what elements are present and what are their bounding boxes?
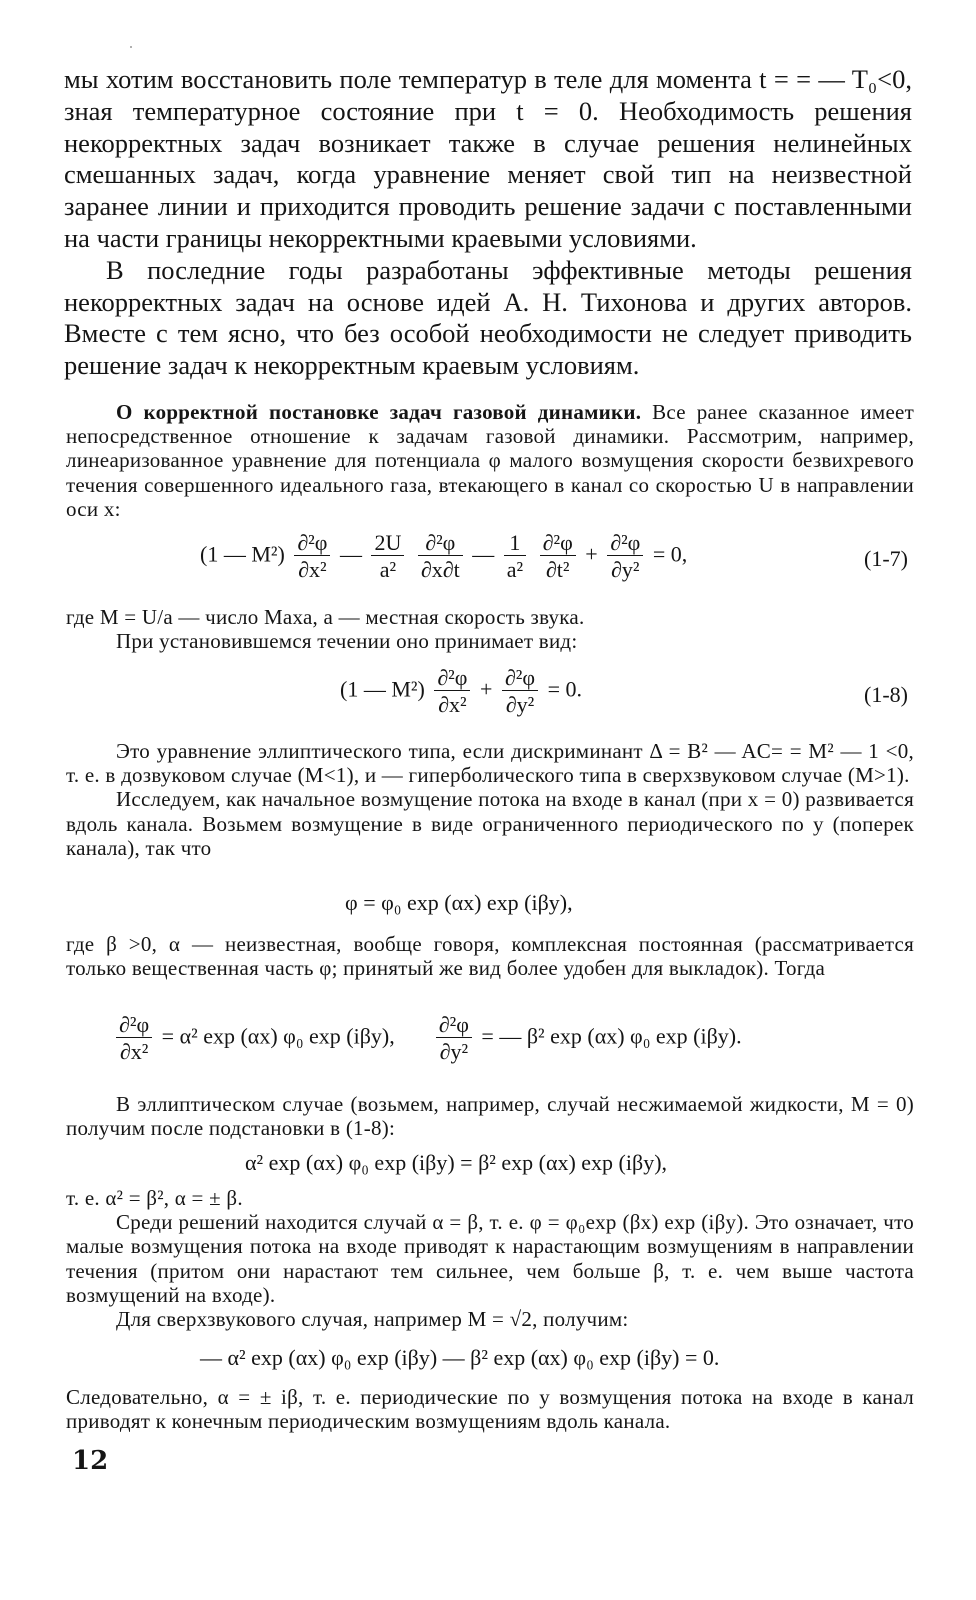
- equation-derivatives: [112, 1012, 742, 1065]
- eq-lead: (1 — M²): [340, 676, 425, 702]
- section-text-5: [66, 1092, 914, 1140]
- paragraph-10: т. е. α² = β², α = ± β.: [66, 1186, 243, 1210]
- paragraph-7: Исследуем, как начальное возмущение потока на входе в канал (при x = 0) развивается вдоль канала. Возьмем возмущение в виде ограниченного периодического по y (поперек канала), так что: [66, 787, 914, 860]
- equation-supersonic: — α² exp (αx) φ₀ exp (iβy) — β² exp (αx) φ₀ exp (iβy) = 0.: [200, 1345, 720, 1370]
- fraction: $\frac{\text{∂²φ}}{\text{∂x²}}$: [434, 665, 470, 718]
- section-text-3: [66, 739, 914, 860]
- paragraph-13: Следовательно, α = ± iβ, т. е. периодические по y возмущения потока на входе в канал приводят к конечным периодическим возмущениям вдоль канала.: [66, 1385, 914, 1434]
- fraction: $\frac{\text{∂²φ}}{\text{∂y²}}$: [436, 1012, 472, 1065]
- paragraph-3: [66, 400, 914, 521]
- operator: +: [585, 541, 598, 567]
- equation-1-7: [200, 530, 687, 583]
- operator: —: [472, 541, 495, 567]
- section-text-7: [66, 1385, 914, 1433]
- eq-rhs-2: = — β² exp (αx) φ₀ exp (iβy).: [481, 1023, 742, 1049]
- fraction: $\frac{\text{∂²φ}}{\partial x\partial t}$: [418, 530, 463, 583]
- fraction: $\frac{\text{∂²φ}}{\text{∂x²}}$: [116, 1012, 152, 1065]
- paragraph-12: Для сверхзвукового случая, например M = √2, получим:: [116, 1307, 629, 1332]
- fraction: $\frac{\text{∂²φ}}{\text{∂x²}}$: [294, 530, 330, 583]
- paragraph-3-text: Все ранее сказанное имеет непосредственное отношение к задачам газовой динамики. Рассмотрим, например, линеаризованное уравнение для потенциала φ малого возмущения скорости безвихревого течения совершенного идеального газа, втекающего в канал со скоростью U в направлении оси x:: [66, 400, 915, 521]
- equation-1-8: [340, 665, 582, 718]
- print-speck: [130, 46, 132, 48]
- eq-tail: = 0,: [652, 541, 688, 567]
- paragraph-5: При установившемся течении оно принимает вид:: [116, 629, 578, 654]
- section-text-4: [66, 932, 914, 980]
- fraction: $\frac{\text{∂²φ}}{\text{∂y²}}$: [502, 665, 538, 718]
- paragraph-9: В эллиптическом случае (возьмем, например, случай несжимаемой жидкости, M = 0) получим после подстановки в (1-8):: [66, 1092, 914, 1141]
- section-text-2: [66, 605, 914, 653]
- fraction: $\frac{2U}{\text{a²}}$: [371, 530, 404, 583]
- paragraph-1: мы хотим восстановить поле температур в теле для момента t = = — T₀<0, зная температурное состояние при t = 0. Необходимость решения некорректных задач возникает также в случае решения нелинейных смешанных задач, когда уравнение меняет свой тип на неизвестной заранее линии и приходится проводить решение задачи с поставленными на части границы некорректными краевыми условиями.: [64, 64, 912, 253]
- fraction: $\frac{\text{∂²φ}}{\text{∂t²}}$: [540, 530, 576, 583]
- section-heading: О корректной постановке задач газовой динамики.: [116, 400, 642, 424]
- eq-tail: = 0.: [547, 676, 582, 702]
- operator: +: [479, 676, 493, 702]
- section-text-6: [66, 1186, 914, 1331]
- eq-lead: (1 — M²): [200, 541, 285, 567]
- equation-number-1-8: (1-8): [864, 682, 908, 707]
- fraction: $\frac{\text{∂²φ}}{\text{∂y²}}$: [607, 530, 643, 583]
- section-text-1: [66, 400, 914, 521]
- paragraph-2: В последние годы разработаны эффективные методы решения некорректных задач на основе идей А. Н. Тихонова и других авторов. Вместе с тем ясно, что без особой необходимости не следует приводить решение задач к некорректным краевым условиям.: [64, 254, 912, 381]
- page-number: 12: [72, 1446, 109, 1476]
- equation-number-1-7: (1-7): [864, 546, 908, 571]
- paragraph-11: Среди решений находится случай α = β, т. е. φ = φ₀exp (βx) exp (iβy). Это означает, что малые возмущения потока на входе приводят к нарастающим возмущениям в направлении течения (притом они нарастают тем сильнее, чем больше β, т. е. чем выше частота возмущений на входе).: [66, 1210, 914, 1307]
- equation-phi: φ = φ₀ exp (αx) exp (iβy),: [345, 890, 573, 915]
- paragraph-6: Это уравнение эллиптического типа, если дискриминант Δ = B² — AC= = M² — 1 <0, т. е. в дозвуковом случае (M<1), и — гиперболического типа в сверхзвуковом случае (M>1).: [66, 739, 914, 788]
- equation-elliptic: α² exp (αx) φ₀ exp (iβy) = β² exp (αx) exp (iβy),: [245, 1150, 668, 1175]
- main-text-block: [64, 64, 912, 382]
- operator: —: [339, 541, 362, 567]
- paragraph-8: где β >0, α — неизвестная, вообще говоря, комплексная постоянная (рассматривается только вещественная часть φ; принятый же вид более удобен для выкладок). Тогда: [66, 932, 914, 981]
- fraction: $\frac{1}{\text{a²}}$: [504, 530, 526, 583]
- eq-rhs-1: = α² exp (αx) φ₀ exp (iβy),: [161, 1023, 395, 1049]
- paragraph-4: где M = U/a — число Маха, a — местная скорость звука.: [66, 605, 585, 629]
